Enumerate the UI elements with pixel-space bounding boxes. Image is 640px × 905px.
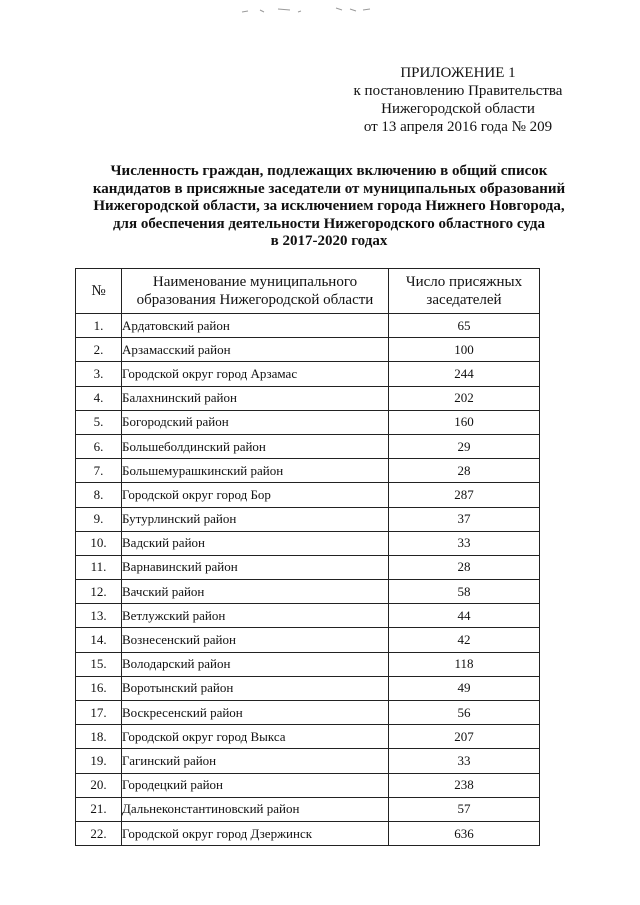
municipality-name: Городской округ город Дзержинск — [122, 821, 389, 845]
juror-count: 58 — [389, 580, 540, 604]
table-row — [76, 580, 540, 604]
title-line: Нижегородской области, за исключением города Нижнего Новгорода, — [93, 198, 565, 214]
row-number: 20. — [76, 773, 122, 797]
jurors-table — [75, 268, 540, 846]
row-number: 13. — [76, 604, 122, 628]
municipality-name: Богородский район — [122, 410, 389, 434]
juror-count: 49 — [389, 676, 540, 700]
scan-noise-marks — [238, 6, 378, 16]
appendix-line: от 13 апреля 2016 года № 209 — [363, 119, 553, 135]
juror-count: 287 — [389, 483, 540, 507]
juror-count: 56 — [389, 701, 540, 725]
table-row — [76, 821, 540, 845]
table-row — [76, 797, 540, 821]
table-row — [76, 459, 540, 483]
municipality-name: Балахнинский район — [122, 386, 389, 410]
juror-count: 28 — [389, 459, 540, 483]
appendix-line: Нижегородской области — [381, 101, 535, 117]
municipality-name: Городской округ город Выкса — [122, 725, 389, 749]
row-number: 6. — [76, 434, 122, 458]
row-number: 8. — [76, 483, 122, 507]
row-number: 22. — [76, 821, 122, 845]
juror-count: 118 — [389, 652, 540, 676]
header-juror-count — [389, 269, 540, 314]
juror-count: 100 — [389, 338, 540, 362]
municipality-name: Вадский район — [122, 531, 389, 555]
table-row — [76, 676, 540, 700]
municipality-name: Городской округ город Бор — [122, 483, 389, 507]
row-number: 5. — [76, 410, 122, 434]
row-number: 2. — [76, 338, 122, 362]
title-line: в 2017-2020 годах — [270, 233, 388, 249]
header-municipality — [122, 269, 389, 314]
header-municipality-line: образования Нижегородской области — [136, 292, 374, 308]
municipality-name: Городецкий район — [122, 773, 389, 797]
row-number: 16. — [76, 676, 122, 700]
row-number: 12. — [76, 580, 122, 604]
juror-count: 33 — [389, 749, 540, 773]
header-number-label: № — [91, 283, 106, 299]
appendix-header — [330, 64, 586, 136]
table-row — [76, 338, 540, 362]
municipality-name: Вачский район — [122, 580, 389, 604]
table-row — [76, 483, 540, 507]
municipality-name: Большемурашкинский район — [122, 459, 389, 483]
municipality-name: Гагинский район — [122, 749, 389, 773]
appendix-line: ПРИЛОЖЕНИЕ 1 — [400, 65, 516, 81]
juror-count: 28 — [389, 555, 540, 579]
title-line: Численность граждан, подлежащих включению в общий список — [110, 163, 548, 179]
row-number: 11. — [76, 555, 122, 579]
juror-count: 44 — [389, 604, 540, 628]
table-header-row — [76, 269, 540, 314]
table-row — [76, 434, 540, 458]
table-row — [76, 314, 540, 338]
municipality-name: Арзамасский район — [122, 338, 389, 362]
juror-count: 57 — [389, 797, 540, 821]
juror-count: 42 — [389, 628, 540, 652]
table-row — [76, 604, 540, 628]
juror-count: 207 — [389, 725, 540, 749]
table-row — [76, 773, 540, 797]
juror-count: 37 — [389, 507, 540, 531]
table-row — [76, 749, 540, 773]
title-line: для обеспечения деятельности Нижегородского областного суда — [112, 215, 546, 232]
row-number: 9. — [76, 507, 122, 531]
appendix-line: к постановлению Правительства — [353, 83, 563, 99]
row-number: 18. — [76, 725, 122, 749]
table-row — [76, 555, 540, 579]
row-number: 1. — [76, 314, 122, 338]
municipality-name: Воскресенский район — [122, 701, 389, 725]
table-row — [76, 725, 540, 749]
table-row — [76, 507, 540, 531]
juror-count: 29 — [389, 434, 540, 458]
municipality-name: Городской округ город Арзамас — [122, 362, 389, 386]
juror-count: 238 — [389, 773, 540, 797]
row-number: 3. — [76, 362, 122, 386]
table-row — [76, 531, 540, 555]
municipality-name: Володарский район — [122, 652, 389, 676]
row-number: 15. — [76, 652, 122, 676]
juror-count: 65 — [389, 314, 540, 338]
table-row — [76, 362, 540, 386]
municipality-name: Большеболдинский район — [122, 434, 389, 458]
table-row — [76, 386, 540, 410]
row-number: 7. — [76, 459, 122, 483]
municipality-name: Ардатовский район — [122, 314, 389, 338]
row-number: 21. — [76, 797, 122, 821]
row-number: 4. — [76, 386, 122, 410]
row-number: 19. — [76, 749, 122, 773]
municipality-name: Вознесенский район — [122, 628, 389, 652]
municipality-name: Ветлужский район — [122, 604, 389, 628]
row-number: 17. — [76, 701, 122, 725]
table-row — [76, 652, 540, 676]
document-title — [76, 163, 582, 251]
municipality-name: Воротынский район — [122, 676, 389, 700]
header-count-line: Число присяжных — [405, 274, 523, 290]
juror-count: 202 — [389, 386, 540, 410]
header-count-line: заседателей — [426, 292, 502, 308]
table-row — [76, 701, 540, 725]
juror-count: 636 — [389, 821, 540, 845]
municipality-name: Дальнеконстантиновский район — [122, 797, 389, 821]
juror-count: 244 — [389, 362, 540, 386]
table-row — [76, 410, 540, 434]
row-number: 10. — [76, 531, 122, 555]
header-municipality-line: Наименование муниципального — [152, 274, 358, 290]
juror-count: 33 — [389, 531, 540, 555]
title-line: кандидатов в присяжные заседатели от муниципальных образований — [92, 180, 566, 197]
table-row — [76, 628, 540, 652]
juror-count: 160 — [389, 410, 540, 434]
municipality-name: Варнавинский район — [122, 555, 389, 579]
row-number: 14. — [76, 628, 122, 652]
header-number — [76, 269, 122, 314]
municipality-name: Бутурлинский район — [122, 507, 389, 531]
